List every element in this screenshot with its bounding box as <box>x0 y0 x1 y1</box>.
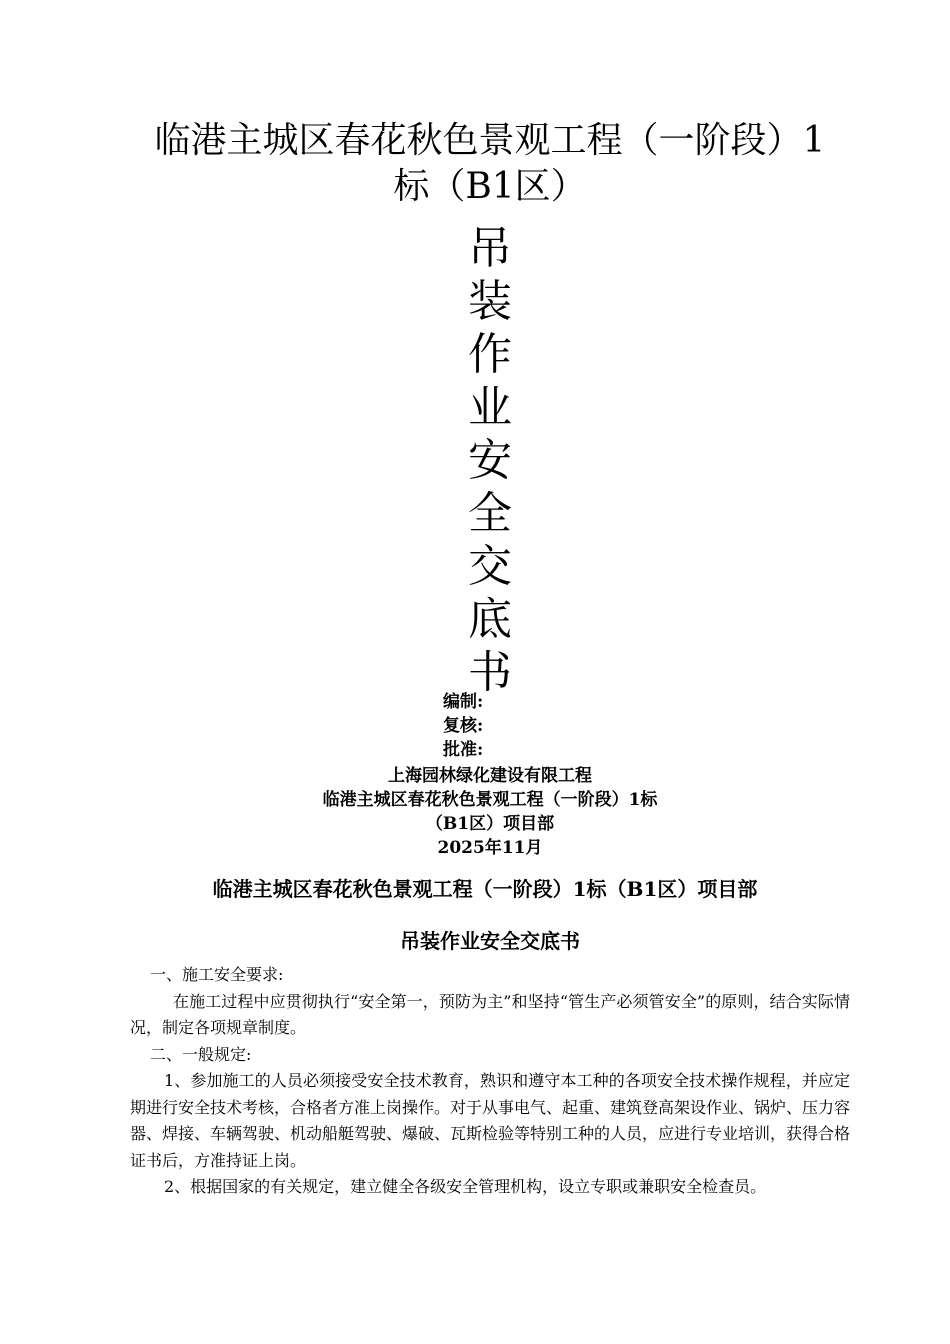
paragraph: 1、参加施工的人员必须接受安全技术教育，熟识和遵守本工种的各项安全技术操作规程，并应定期进行安全技术考核，合格者方准上岗操作。对于从事电气、起重、建筑登高架设作业、锅炉、压力容器、焊接、车辆驾驶、机动船艇驾驶、爆破、瓦斯检验等特别工种的人员，应进行专业培训，获得合格证书后，方准持证上岗。 <box>130 1071 851 1170</box>
vertical-title-char: 全 <box>468 488 512 539</box>
approve-label: 批准: <box>443 740 484 760</box>
paragraph: 在施工过程中应贯彻执行“安全第一，预防为主”和坚持“管生产必须管安全”的原则，结合实际情况，制定各项规章制度。 <box>130 991 850 1037</box>
document-date: 2025年11月 <box>437 838 543 858</box>
organization-block <box>200 764 780 860</box>
project-name-line-1: 临港主城区春花秋色景观工程（一阶段）1标 <box>322 790 658 810</box>
vertical-title-char: 业 <box>468 382 512 433</box>
vertical-title-char: 作 <box>468 329 512 380</box>
vertical-title-char: 吊 <box>468 223 512 274</box>
document-header: 临港主城区春花秋色景观工程（一阶段）1标（B1区）项目部 <box>212 877 758 901</box>
vertical-title-char: 底 <box>468 594 512 645</box>
document-title: 吊装作业安全交底书 <box>400 929 580 953</box>
section-heading: 一、施工安全要求: <box>150 965 284 984</box>
document-body <box>130 962 850 1201</box>
company-name: 上海园林绿化建设有限工程 <box>388 766 592 786</box>
cover-title-line-1: 临港主城区春花秋色景观工程（一阶段）1 <box>154 120 826 161</box>
cover-title <box>110 118 870 210</box>
vertical-title <box>445 222 535 699</box>
vertical-title-char: 装 <box>468 276 512 327</box>
review-label: 复核: <box>443 716 484 736</box>
vertical-title-char: 安 <box>468 435 512 486</box>
vertical-title-char: 交 <box>468 541 512 592</box>
vertical-title-char: 书 <box>468 647 512 698</box>
section-heading: 二、一般规定: <box>150 1044 252 1064</box>
project-name-line-2: （B1区）项目部 <box>425 814 555 834</box>
signoff-block <box>443 690 483 762</box>
cover-title-line-2: 标（B1区） <box>393 166 587 207</box>
paragraph: 2、根据国家的有关规定，建立健全各级安全管理机构，设立专职或兼职安全检查员。 <box>164 1177 767 1196</box>
compile-label: 编制: <box>443 692 484 712</box>
